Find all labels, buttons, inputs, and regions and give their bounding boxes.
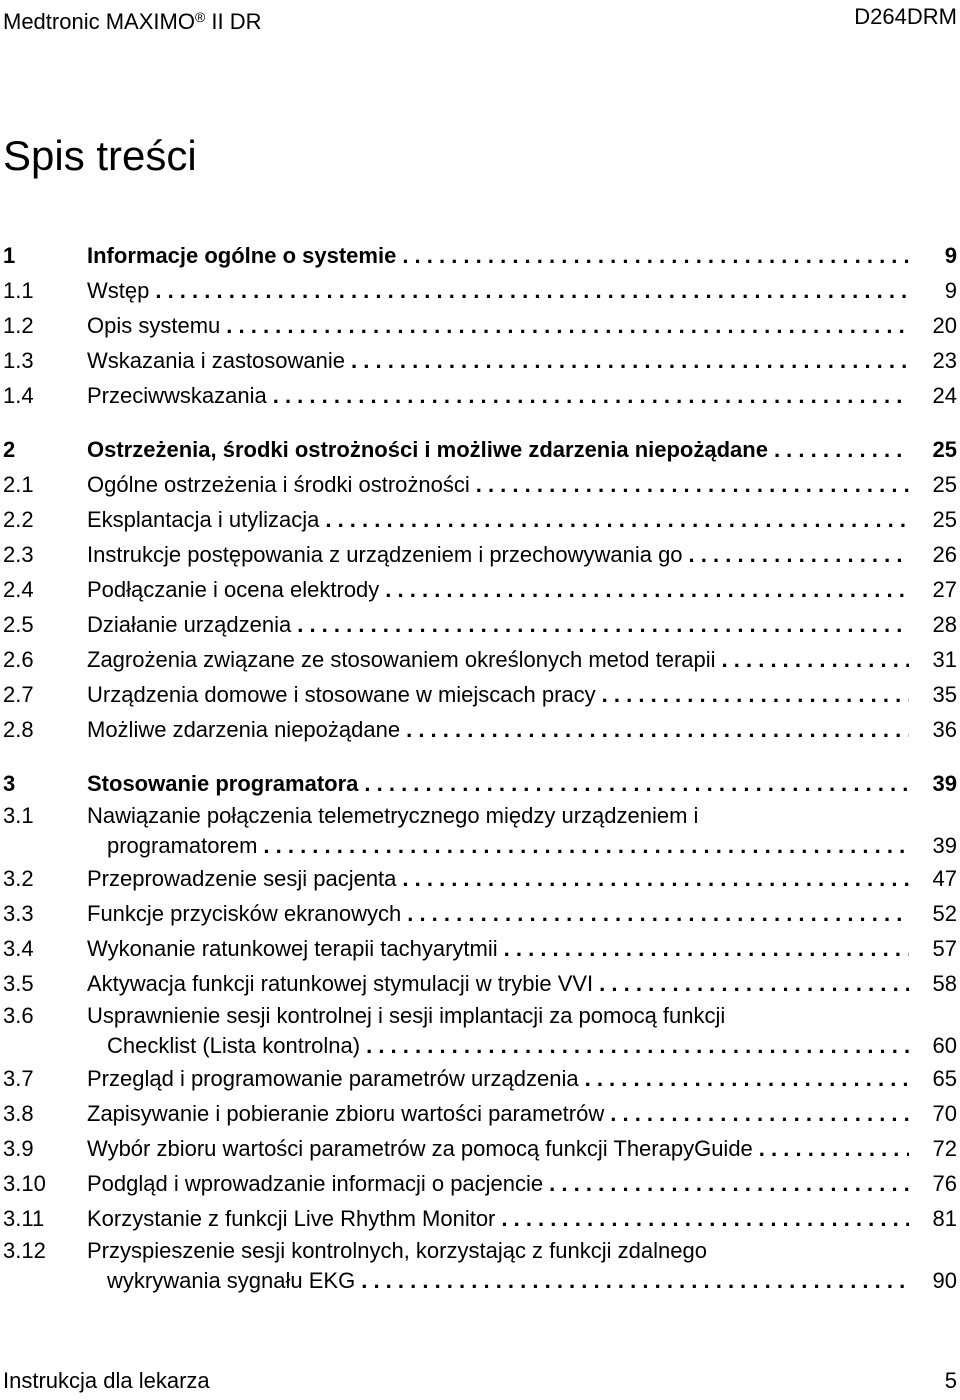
- toc-entry-text: [87, 273, 957, 308]
- toc-entry-label-continued: wykrywania sygnału EKG: [107, 1268, 356, 1293]
- toc-page-number: 72: [932, 1136, 957, 1161]
- toc-entry-label: Funkcje przycisków ekranowych: [87, 901, 402, 926]
- toc-entry-text: [87, 1061, 957, 1096]
- toc-entry-number: 3.1: [3, 803, 34, 828]
- toc-entry-number: 2.4: [3, 577, 34, 602]
- toc-section-entry[interactable]: [3, 1201, 957, 1236]
- toc-section-entry[interactable]: [3, 896, 957, 931]
- dot-leader: [504, 931, 909, 966]
- toc-page-number: 90: [932, 1268, 957, 1293]
- toc-entry-label: Urządzenia domowe i stosowane w miejscach pracy: [87, 682, 596, 707]
- toc-entry-text: [87, 378, 957, 413]
- toc-entry-number: 2.6: [3, 647, 34, 672]
- toc-entry-line: [87, 1131, 957, 1166]
- toc-page-number: 39: [932, 771, 957, 796]
- toc-entry-number: 3: [3, 771, 16, 796]
- toc-entry-line: [87, 1201, 957, 1236]
- toc-entry-line: [87, 966, 957, 1001]
- toc-section-entry[interactable]: [3, 642, 957, 677]
- toc-entry-line: [87, 896, 957, 931]
- toc-entry-label: Wybór zbioru wartości parametrów za pomocą funkcji TherapyGuide: [87, 1136, 753, 1161]
- toc-entry-line: [87, 766, 957, 801]
- toc-entry-number: 2.7: [3, 682, 34, 707]
- toc-entry-label: Zagrożenia związane ze stosowaniem określonych metod terapii: [87, 647, 716, 672]
- toc-entry-text: [87, 572, 957, 607]
- toc-entry-line: [87, 502, 957, 537]
- dot-leader: [273, 378, 909, 413]
- toc-entry-text: [87, 537, 957, 572]
- page-title: Spis treści: [3, 132, 197, 180]
- toc-entry-label: Usprawnienie sesji kontrolnej i sesji implantacji za pomocą funkcji: [87, 1003, 726, 1028]
- toc-entry-number: 3.4: [3, 936, 34, 961]
- toc-section-entry[interactable]: [3, 861, 957, 896]
- toc-entry-text: [87, 607, 957, 642]
- toc-entry-label: Aktywacja funkcji ratunkowej stymulacji w trybie VVI: [87, 971, 594, 996]
- toc-section-entry[interactable]: [3, 572, 957, 607]
- toc-section-entry[interactable]: [3, 378, 957, 413]
- dot-leader: [263, 831, 909, 861]
- dot-leader: [402, 861, 909, 896]
- toc-entry-number: 1.3: [3, 348, 34, 373]
- toc-chapter-entry[interactable]: [3, 432, 957, 467]
- dot-leader: [585, 1061, 909, 1096]
- dot-leader: [689, 537, 909, 572]
- toc-page-number: 28: [932, 612, 957, 637]
- toc-entry-number: 3.3: [3, 901, 34, 926]
- toc-page-number: 24: [932, 383, 957, 408]
- toc-entry-number: 3.5: [3, 971, 34, 996]
- toc-entry-label: Działanie urządzenia: [87, 612, 292, 637]
- toc-entry-label: Ogólne ostrzeżenia i środki ostrożności: [87, 472, 470, 497]
- toc-entry-text: [87, 343, 957, 378]
- toc-entry-text: [87, 642, 957, 677]
- toc-page-number: 23: [932, 348, 957, 373]
- toc-page-number: 57: [932, 936, 957, 961]
- toc-section-entry[interactable]: [3, 308, 957, 343]
- dot-leader: [407, 896, 909, 931]
- toc-page-number: 52: [932, 901, 957, 926]
- footer-doc-title: Instrukcja dla lekarza: [3, 1368, 210, 1393]
- dot-leader: [325, 502, 909, 537]
- toc-section-entry[interactable]: [3, 1001, 957, 1061]
- toc-entry-line: [87, 1061, 957, 1096]
- toc-entry-text: [87, 1236, 957, 1296]
- toc-entry-line: [87, 572, 957, 607]
- toc-section-entry[interactable]: [3, 677, 957, 712]
- toc-entry-number: 3.9: [3, 1136, 34, 1161]
- toc-entry-line: [87, 642, 957, 677]
- toc-page-number: 60: [932, 1033, 957, 1058]
- toc-chapter-entry[interactable]: [3, 238, 957, 273]
- toc-entry-label: Eksplantacja i utylizacja: [87, 507, 320, 532]
- toc-page-number: 25: [932, 437, 957, 462]
- toc-entry-line: [87, 467, 957, 502]
- toc-entry-line: [87, 537, 957, 572]
- toc-entry-label: Instrukcje postępowania z urządzeniem i przechowywania go: [87, 542, 683, 567]
- toc-entry-label: Korzystanie z funkcji Live Rhythm Monitor: [87, 1206, 496, 1231]
- toc-entry-label: Informacje ogólne o systemie: [87, 243, 397, 268]
- registered-mark: ®: [194, 9, 206, 25]
- toc-entry-text: [87, 931, 957, 966]
- toc-page-number: 31: [932, 647, 957, 672]
- dot-leader: [364, 766, 909, 801]
- toc-entry-number: 3.7: [3, 1066, 34, 1091]
- dot-leader: [351, 343, 909, 378]
- dot-leader: [759, 1131, 909, 1166]
- toc-page-number: 9: [944, 243, 957, 268]
- dot-leader: [476, 467, 909, 502]
- toc-entry-number: 1: [3, 243, 16, 268]
- toc-entry-line: [87, 1166, 957, 1201]
- dot-leader: [385, 572, 909, 607]
- toc-entry-text: [87, 801, 957, 861]
- toc-page-number: 81: [932, 1206, 957, 1231]
- toc-entry-label-continued: Checklist (Lista kontrolna): [107, 1033, 361, 1058]
- toc-section-entry[interactable]: [3, 1131, 957, 1166]
- toc-entry-label-continued: programatorem: [107, 833, 258, 858]
- toc-entry-line: [87, 343, 957, 378]
- header-doc-code: D264DRM: [854, 4, 957, 29]
- toc-entry-label: Nawiązanie połączenia telemetrycznego między urządzeniem i: [87, 803, 699, 828]
- toc-section-entry[interactable]: [3, 931, 957, 966]
- toc-page-number: 76: [932, 1171, 957, 1196]
- toc-entry-line: [87, 378, 957, 413]
- toc-entry-number: 3.12: [3, 1238, 46, 1263]
- toc-entry-text: [87, 1166, 957, 1201]
- toc-entry-label: Wskazania i zastosowanie: [87, 348, 346, 373]
- toc-page-number: 65: [932, 1066, 957, 1091]
- toc-entry-number: 2.1: [3, 472, 34, 497]
- toc-page-number: 47: [932, 866, 957, 891]
- toc-entry-text: [87, 238, 957, 273]
- toc-chapter-entry[interactable]: [3, 766, 957, 801]
- toc-page-number: 27: [932, 577, 957, 602]
- toc-entry-label: Podłączanie i ocena elektrody: [87, 577, 380, 602]
- toc-entry-number: 2.5: [3, 612, 34, 637]
- toc-entry-text: [87, 1131, 957, 1166]
- toc-section-entry[interactable]: [3, 502, 957, 537]
- toc-entry-line: [87, 831, 957, 861]
- toc-section-entry[interactable]: [3, 801, 957, 861]
- toc-entry-text: [87, 896, 957, 931]
- toc-entry-label: Wykonanie ratunkowej terapii tachyarytmii: [87, 936, 498, 961]
- toc-page-number: 35: [932, 682, 957, 707]
- toc-section-entry[interactable]: [3, 966, 957, 1001]
- dot-leader: [602, 677, 909, 712]
- toc-entry-number: 2: [3, 437, 16, 462]
- toc-section-entry[interactable]: [3, 1096, 957, 1131]
- dot-leader: [226, 308, 909, 343]
- toc-entry-text: [87, 712, 957, 747]
- toc-entry-label: Przeciwwskazania: [87, 383, 267, 408]
- header-product-suffix: II DR: [211, 9, 262, 34]
- toc-section-entry[interactable]: [3, 343, 957, 378]
- toc-page-number: 58: [932, 971, 957, 996]
- toc-entry-line: [87, 1031, 957, 1061]
- toc-entry-line: [87, 238, 957, 273]
- toc-entry-label: Stosowanie programatora: [87, 771, 359, 796]
- toc-page-number: 9: [944, 278, 957, 303]
- toc-section-entry[interactable]: [3, 537, 957, 572]
- toc-entry-number: 2.2: [3, 507, 34, 532]
- dot-leader: [549, 1166, 909, 1201]
- toc-page-number: 25: [932, 472, 957, 497]
- toc-entry-number: 2.8: [3, 717, 34, 742]
- toc-entry-number: 3.8: [3, 1101, 34, 1126]
- toc-page-number: 36: [932, 717, 957, 742]
- toc-entry-text: [87, 677, 957, 712]
- toc-section-entry[interactable]: [3, 1236, 957, 1296]
- toc-section-entry[interactable]: [3, 273, 957, 308]
- toc-entry-text: [87, 1096, 957, 1131]
- toc-entry-text: [87, 861, 957, 896]
- toc-entry-number: 1.2: [3, 313, 34, 338]
- toc-section-entry[interactable]: [3, 607, 957, 642]
- toc-entry-label: Możliwe zdarzenia niepożądane: [87, 717, 401, 742]
- toc-entry-number: 2.3: [3, 542, 34, 567]
- toc-section-entry[interactable]: [3, 467, 957, 502]
- toc-entry-line: [87, 432, 957, 467]
- toc-entry-label: Wstęp: [87, 278, 150, 303]
- toc-entry-text: [87, 1001, 957, 1061]
- dot-leader: [402, 238, 909, 273]
- toc-entry-label: Opis systemu: [87, 313, 221, 338]
- toc-entry-line: [87, 607, 957, 642]
- toc-entry-text: [87, 1201, 957, 1236]
- toc-entry-label: Zapisywanie i pobieranie zbioru wartości parametrów: [87, 1101, 605, 1126]
- page-header: [3, 2, 957, 32]
- toc-entry-text: [87, 432, 957, 467]
- dot-leader: [366, 1031, 909, 1061]
- toc-entry-number: 3.2: [3, 866, 34, 891]
- toc-section-entry[interactable]: [3, 1166, 957, 1201]
- toc-entry-number: 1.1: [3, 278, 34, 303]
- header-product: [3, 2, 262, 37]
- toc-page-number: 39: [932, 833, 957, 858]
- toc-page-number: 26: [932, 542, 957, 567]
- dot-leader: [155, 273, 909, 308]
- toc-entry-text: [87, 502, 957, 537]
- header-product-name: Medtronic MAXIMO: [3, 9, 195, 34]
- toc-entry-line: [87, 273, 957, 308]
- dot-leader: [610, 1096, 909, 1131]
- toc-entry-number: 3.11: [3, 1206, 45, 1231]
- toc-entry-line: [87, 677, 957, 712]
- toc-section-entry[interactable]: [3, 1061, 957, 1096]
- toc-entry-label: Ostrzeżenia, środki ostrożności i możliwe zdarzenia niepożądane: [87, 437, 768, 462]
- toc-page-number: 20: [932, 313, 957, 338]
- toc-entry-line: [87, 308, 957, 343]
- toc-entry-line: [87, 1096, 957, 1131]
- toc-entry-number: 3.10: [3, 1171, 46, 1196]
- toc-entry-label: Przegląd i programowanie parametrów urządzenia: [87, 1066, 579, 1091]
- toc-entry-number: 1.4: [3, 383, 34, 408]
- dot-leader: [774, 432, 909, 467]
- toc-entry-line: [87, 931, 957, 966]
- dot-leader: [501, 1201, 909, 1236]
- dot-leader: [599, 966, 909, 1001]
- toc-entry-text: [87, 467, 957, 502]
- toc-entry-text: [87, 966, 957, 1001]
- dot-leader: [406, 712, 909, 747]
- dot-leader: [722, 642, 909, 677]
- toc-entry-text: [87, 766, 957, 801]
- table-of-contents: [3, 238, 957, 1296]
- toc-entry-label: Podgląd i wprowadzanie informacji o pacjencie: [87, 1171, 544, 1196]
- toc-section-entry[interactable]: [3, 712, 957, 747]
- toc-entry-line: [87, 712, 957, 747]
- footer-page-number: 5: [944, 1368, 957, 1393]
- toc-page-number: 25: [932, 507, 957, 532]
- dot-leader: [361, 1266, 909, 1296]
- toc-entry-line: [87, 861, 957, 896]
- toc-entry-label: Przyspieszenie sesji kontrolnych, korzystając z funkcji zdalnego: [87, 1238, 707, 1263]
- dot-leader: [297, 607, 909, 642]
- toc-entry-line: [87, 1266, 957, 1296]
- toc-entry-text: [87, 308, 957, 343]
- toc-entry-number: 3.6: [3, 1003, 34, 1028]
- toc-entry-label: Przeprowadzenie sesji pacjenta: [87, 866, 397, 891]
- toc-page-number: 70: [932, 1101, 957, 1126]
